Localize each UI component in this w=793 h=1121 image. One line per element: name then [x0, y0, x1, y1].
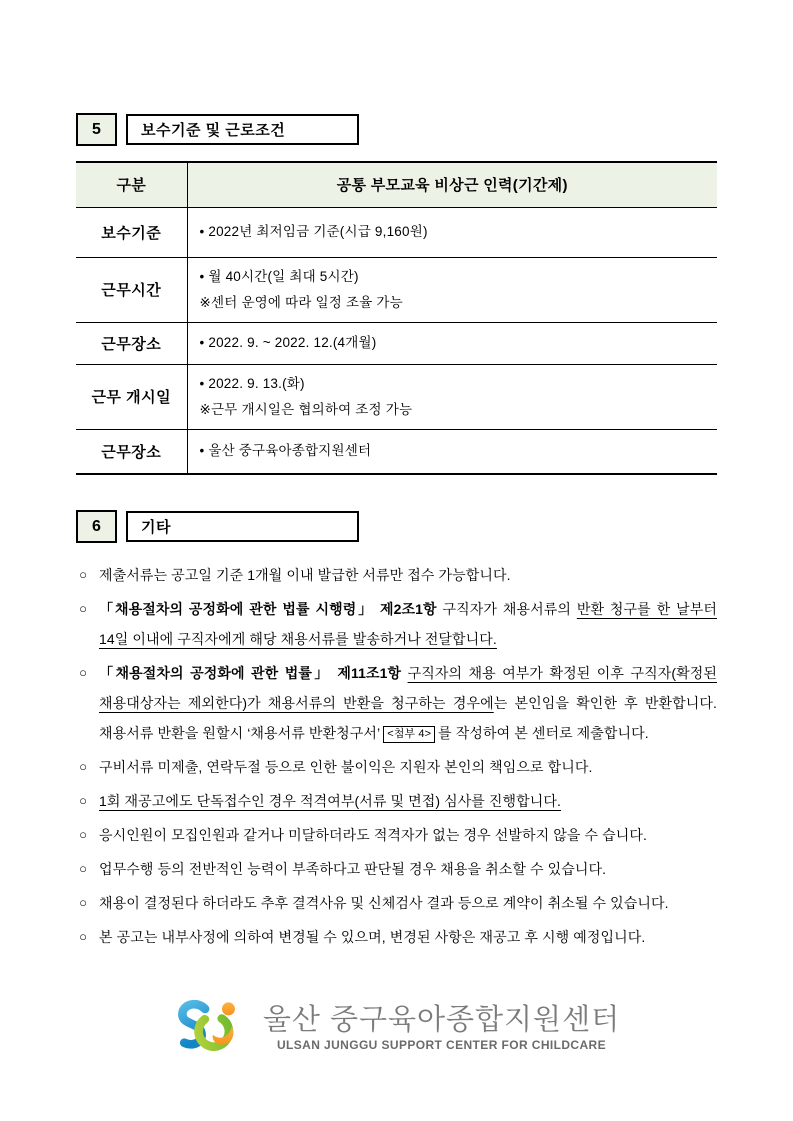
table-row: [76, 364, 717, 429]
circle-bullet-icon: ○: [79, 793, 87, 808]
logo-english-name: ULSAN JUNGGU SUPPORT CENTER FOR CHILDCARE: [276, 1038, 607, 1052]
list-item: [76, 888, 717, 918]
bullet-text: 응시인원이 모집인원과 같거나 미달하더라도 적격자가 없는 경우 선발하지 않을 수 습니다.: [99, 827, 647, 843]
table-row: [76, 429, 717, 474]
logo-mark-icon: [173, 994, 251, 1062]
row-value: [187, 364, 717, 429]
row-value: [187, 322, 717, 364]
list-item: [76, 560, 717, 590]
row-label: 근무장소: [76, 322, 187, 364]
row-value: [187, 257, 717, 322]
table-header-position: 공통 부모교육 비상근 인력(기간제): [187, 162, 717, 207]
compensation-table: [76, 161, 717, 475]
attachment-4-reference-badge: <첨부 4>: [383, 726, 435, 743]
row-value-line: • 2022. 9. ~ 2022. 12.(4개월): [199, 335, 377, 350]
organization-logo: [76, 994, 717, 1062]
list-item: [76, 658, 717, 748]
table-row: [76, 257, 717, 322]
list-item: [76, 594, 717, 654]
section-number-badge: 5: [76, 113, 117, 146]
row-value-line: ※근무 개시일은 협의하여 조정 가능: [199, 401, 413, 417]
row-label: 근무시간: [76, 257, 187, 322]
circle-bullet-icon: ○: [79, 665, 87, 680]
logo-person-head: [222, 1002, 235, 1015]
circle-bullet-icon: ○: [79, 827, 87, 842]
circle-bullet-icon: ○: [79, 929, 87, 944]
section-number-badge: 6: [76, 510, 117, 543]
row-value-line: • 월 40시간(일 최대 5시간): [199, 268, 359, 284]
list-item: [76, 752, 717, 782]
row-value-line: • 울산 중구육아종합지원센터: [199, 443, 372, 459]
table-header-category: 구분: [76, 162, 187, 207]
circle-bullet-icon: ○: [79, 759, 87, 774]
row-label: 근무장소: [76, 429, 187, 474]
bullet-text: 제출서류는 공고일 기준 1개월 이내 발급한 서류만 접수 가능합니다.: [99, 567, 511, 583]
list-item: [76, 922, 717, 952]
list-item: [76, 786, 717, 816]
etc-bullet-list: [76, 560, 717, 952]
list-item: [76, 854, 717, 884]
bullet-text: 채용이 결정된다 하더라도 추후 결격사유 및 신체검사 결과 등으로 계약이 취소될 수 있습니다.: [99, 895, 669, 911]
row-label: 보수기준: [76, 207, 187, 257]
circle-bullet-icon: ○: [79, 895, 87, 910]
bullet-text-underlined: 구직자의 채용 여부가 확정된 이후 구직자(확정된 채용대상자는 제외한다)가 채용서류의 반환을 청구하는 경우에: [99, 665, 717, 711]
bullet-text: 는 본인임을 확인한 후 반환합니다. 채용서류 반환을 원할시 ‘채용서류 반환청구서’: [99, 695, 717, 741]
row-value-line: • 2022년 최저임금 기준(시급 9,160원): [199, 224, 428, 239]
circle-bullet-icon: ○: [79, 861, 87, 876]
bullet-text: 를 작성하여 본 센터로 제출합니다.: [438, 725, 649, 741]
table-row: [76, 322, 717, 364]
row-label: 근무 개시일: [76, 364, 187, 429]
section-title: 기타: [126, 511, 359, 542]
row-value-line: • 2022. 9. 13.(화): [199, 375, 305, 391]
bullet-text: 구직자가 채용서류의: [436, 601, 577, 617]
table-header-row: [76, 162, 717, 207]
bullet-text-bold: 「채용절차의 공정화에 관한 법률」 제11조1항: [99, 665, 402, 681]
circle-bullet-icon: ○: [79, 567, 87, 582]
logo-korean-name: 울산 중구육아종합지원센터: [262, 1004, 621, 1036]
section-title: 보수기준 및 근로조건: [126, 114, 359, 145]
list-item: [76, 820, 717, 850]
logo-text-block: [263, 1004, 620, 1052]
table-row: [76, 207, 717, 257]
row-value-line: ※센터 운영에 따라 일정 조율 가능: [199, 294, 403, 310]
bullet-text: 구비서류 미제출, 연락두절 등으로 인한 불이익은 지원자 본인의 책임으로 합니다.: [99, 759, 593, 775]
section-5-header: [76, 113, 717, 146]
row-value: [187, 429, 717, 474]
section-6-header: [76, 510, 717, 543]
bullet-text: 업무수행 등의 전반적인 능력이 부족하다고 판단될 경우 채용을 취소할 수 있습니다.: [99, 861, 607, 877]
bullet-text-underlined: 1회 재공고에도 단독접수인 경우 적격여부(서류 및 면접) 심사를 진행합니다.: [99, 793, 562, 809]
bullet-text: 본 공고는 내부사정에 의하여 변경될 수 있으며, 변경된 사항은 재공고 후 시행 예정입니다.: [99, 929, 646, 945]
row-value: [187, 207, 717, 257]
circle-bullet-icon: ○: [79, 601, 87, 616]
bullet-text-bold: 「채용절차의 공정화에 관한 법률 시행령」 제2조1항: [99, 601, 437, 617]
bullet-text-underlined: 반환 청구를 한 날부터 14일 이내에 구직자에게 해당 채용서류를 발송하거나 전달합니다.: [99, 601, 717, 647]
